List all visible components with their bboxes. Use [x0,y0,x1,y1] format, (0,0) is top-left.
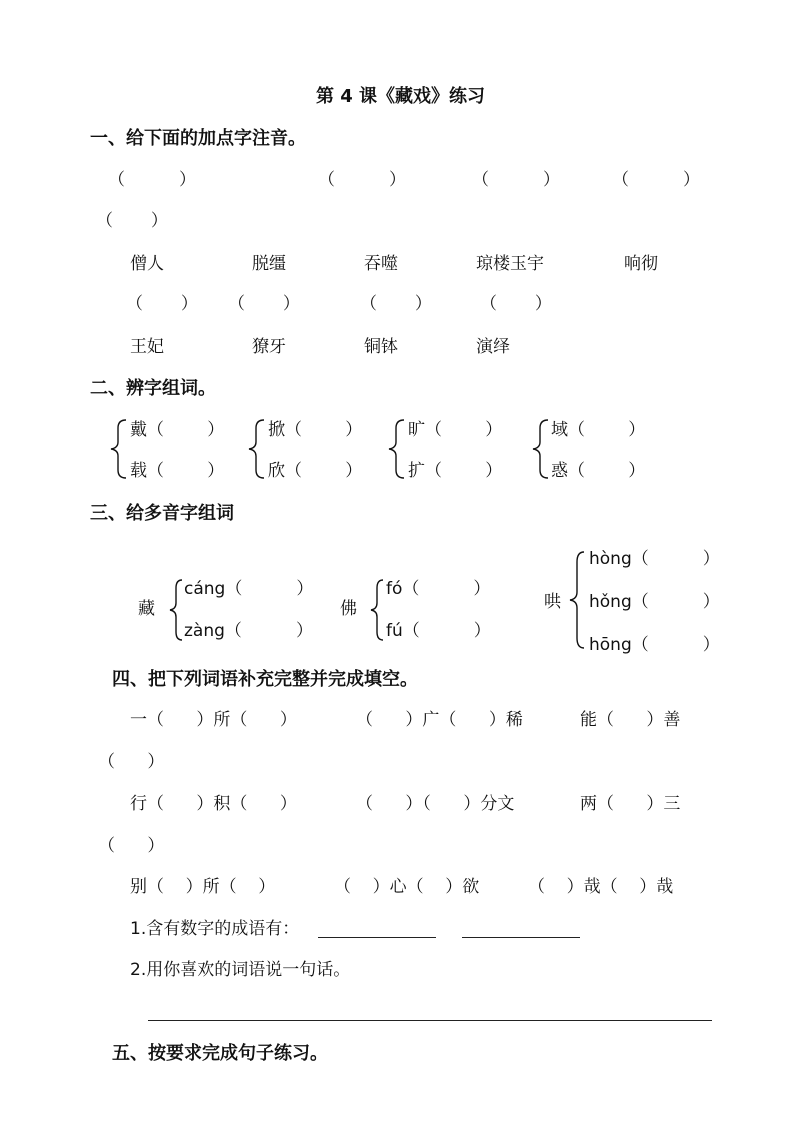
q1-word-5: 响彻 [624,254,658,274]
q5-heading: 五、按要求完成句子练习。 [112,1043,328,1064]
q4-heading: 四、把下列词语补充完整并完成填空。 [112,669,418,690]
q3-reading-3-3[interactable]: hōng（ ） [589,635,720,655]
q4-row2-item2[interactable]: （ ）（ ）分文 [356,794,515,814]
q3-reading-3-1[interactable]: hòng（ ） [589,549,720,569]
q3-reading-3-2[interactable]: hǒng（ ） [589,592,720,612]
q4-row1-wrap[interactable]: （ ） [98,752,165,772]
q4-row2-wrap[interactable]: （ ） [98,836,165,856]
q4-row1-item2[interactable]: （ ）广（ ）稀 [356,710,523,730]
answer-line[interactable] [462,937,580,938]
q2-pair-4-bottom[interactable]: 惑（ ） [551,461,646,481]
q4-row2-item1[interactable]: 行（ ）积（ ） [130,794,297,814]
q4-task2: 2.用你喜欢的词语说一句话。 [130,960,351,980]
q4-row1-item1[interactable]: 一（ ）所（ ） [130,710,297,730]
q1-blank-6[interactable]: （ ） [126,294,198,314]
q1-word-6: 王妃 [130,337,164,357]
q1-word-8: 铜钵 [364,337,398,357]
q2-pair-4-top[interactable]: 域（ ） [551,420,646,440]
q3-heading: 三、给多音字组词 [90,503,234,524]
q2-pair-2-top[interactable]: 掀（ ） [268,420,363,440]
q1-blank-4[interactable]: （ ） [612,170,701,190]
q1-word-9: 演绎 [476,337,510,357]
q4-row3-item1[interactable]: 别（ ）所（ ） [130,877,276,897]
q1-blank-5[interactable]: （ ） [96,211,168,231]
q1-blank-2[interactable]: （ ） [318,170,407,190]
q3-reading-2-1[interactable]: fó（ ） [386,579,491,599]
q2-pair-3-bottom[interactable]: 扩（ ） [408,461,503,481]
q3-char-3: 哄 [544,592,561,612]
brace-icon [108,418,128,480]
brace-icon [369,578,385,642]
q1-blank-8[interactable]: （ ） [360,294,432,314]
q3-reading-2-2[interactable]: fú（ ） [386,621,491,641]
q2-pair-2-bottom[interactable]: 欣（ ） [268,461,363,481]
q1-blank-9[interactable]: （ ） [480,294,552,314]
answer-line[interactable] [148,1020,712,1021]
brace-icon [568,550,586,650]
q4-row3-item2[interactable]: （ ）心（ ）欲 [334,877,480,897]
q4-row3-item3[interactable]: （ ）哉（ ）哉 [528,877,674,897]
answer-line[interactable] [318,937,436,938]
q2-heading: 二、辨字组词。 [90,378,216,399]
q1-blank-1[interactable]: （ ） [108,170,197,190]
q1-word-2: 脱缰 [252,254,286,274]
q1-word-7: 獠牙 [252,337,286,357]
q4-task1: 1.含有数字的成语有： [130,919,300,939]
brace-icon [246,418,266,480]
q1-heading: 一、给下面的加点字注音。 [90,128,306,149]
q2-pair-3-top[interactable]: 旷（ ） [408,420,503,440]
q3-char-1: 藏 [138,599,155,619]
q4-row2-item3[interactable]: 两（ ）三 [580,794,681,814]
q3-reading-1-1[interactable]: cáng（ ） [184,579,314,599]
q3-reading-1-2[interactable]: zàng（ ） [184,621,313,641]
q4-row1-item3[interactable]: 能（ ）善 [580,710,681,730]
brace-icon [386,418,406,480]
brace-icon [530,418,550,480]
q2-pair-1-bottom[interactable]: 载（ ） [130,461,225,481]
q1-word-1: 僧人 [130,254,164,274]
brace-icon [168,578,184,642]
q1-word-3: 吞噬 [364,254,398,274]
q1-blank-3[interactable]: （ ） [472,170,561,190]
q1-blank-7[interactable]: （ ） [228,294,300,314]
q1-word-4: 琼楼玉宇 [476,254,544,274]
q2-pair-1-top[interactable]: 戴（ ） [130,420,225,440]
q3-char-2: 佛 [340,599,357,619]
page-title: 第 4 课《藏戏》练习 [316,86,486,107]
